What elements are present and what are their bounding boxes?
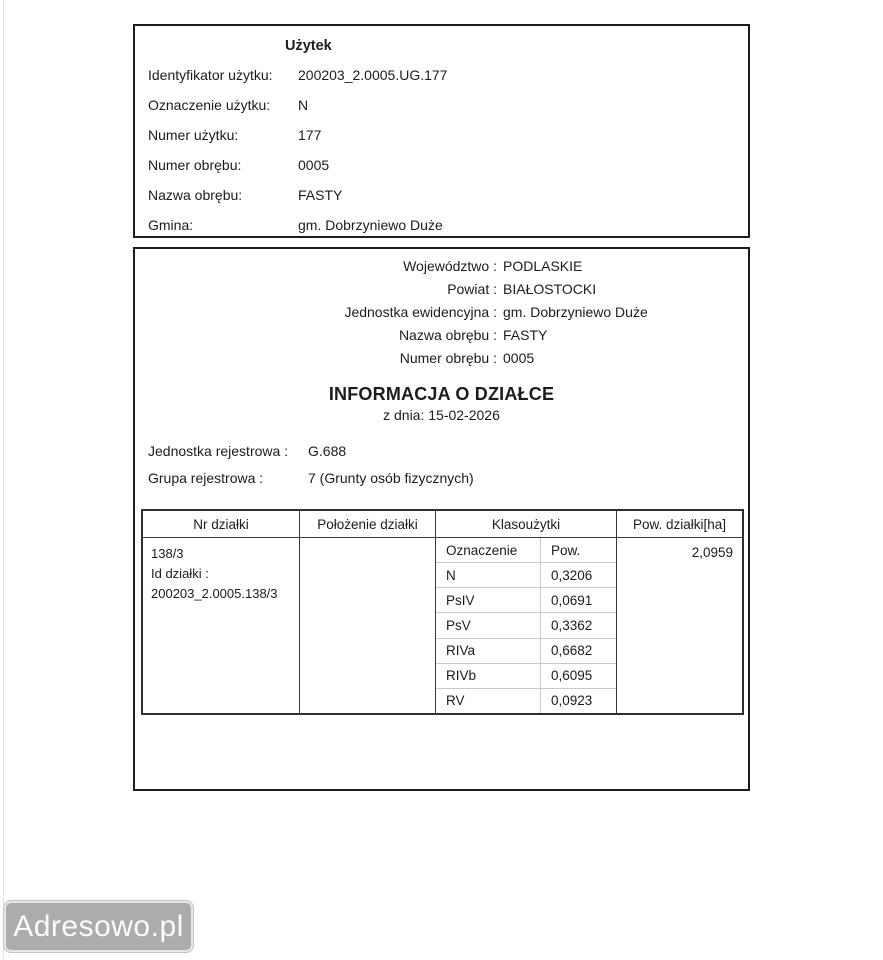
loc-label: Województwo : <box>403 257 497 274</box>
field-row-gmina <box>148 210 748 240</box>
field-row-nazwa-obrebu <box>148 180 748 210</box>
reg-value: G.688 <box>308 442 347 459</box>
reg-row-jednostka-rejestrowa <box>148 437 748 464</box>
document-date: z dnia: 15-02-2026 <box>383 407 500 423</box>
uzytek-field-list <box>148 60 748 240</box>
klaso-row-rv <box>436 689 616 713</box>
uzytek-box <box>133 24 750 238</box>
reg-value: 7 (Grunty osób fizycznych) <box>308 469 474 486</box>
page-left-edge <box>3 0 4 960</box>
field-row-oznaczenie <box>148 90 748 120</box>
parcel-table <box>141 509 744 715</box>
location-header <box>135 254 748 369</box>
field-value: 200203_2.0005.UG.177 <box>298 67 448 83</box>
cell-location <box>300 538 436 713</box>
klaso-area: 0,3206 <box>551 567 593 583</box>
field-row-numer-obrebu <box>148 150 748 180</box>
table-row <box>143 538 742 713</box>
klaso-subheader <box>436 538 616 563</box>
field-value: gm. Dobrzyniewo Duże <box>298 217 443 233</box>
field-label: Numer użytku: <box>148 127 239 143</box>
cell-parcel-number <box>143 538 300 713</box>
cell-total-area: 2,0959 <box>691 545 733 560</box>
field-label: Gmina: <box>148 217 194 233</box>
uzytek-title: Użytek <box>285 38 332 54</box>
parcel-id-label: Id działki : <box>151 566 209 581</box>
klaso-col-label: Oznaczenie <box>436 538 541 562</box>
field-label: Numer obrębu: <box>148 157 242 173</box>
reg-label: Jednostka rejestrowa : <box>148 442 289 459</box>
loc-value: gm. Dobrzyniewo Duże <box>503 303 648 320</box>
reg-label: Grupa rejestrowa : <box>148 469 264 486</box>
document-title: INFORMACJA O DZIAŁCE <box>328 384 555 404</box>
field-value: N <box>298 97 309 113</box>
klaso-class: RIVb <box>436 664 541 688</box>
field-value: FASTY <box>298 187 343 203</box>
loc-row-wojewodztwo <box>135 254 748 277</box>
klaso-class: PsV <box>436 613 541 637</box>
loc-row-numer-obrebu <box>135 346 748 369</box>
adresowo-watermark-badge[interactable]: Adresowo.pl <box>4 901 193 952</box>
klaso-row-psiv <box>436 588 616 613</box>
klaso-row-riva <box>436 639 616 664</box>
loc-label: Nazwa obrębu : <box>398 326 497 343</box>
registry-info <box>148 437 748 491</box>
klaso-class: RIVa <box>436 639 541 663</box>
loc-value: BIAŁOSTOCKI <box>503 280 597 297</box>
field-value: 177 <box>298 127 322 143</box>
loc-label: Numer obrębu : <box>399 349 497 366</box>
loc-row-jednostka <box>135 300 748 323</box>
reg-row-grupa-rejestrowa <box>148 464 748 491</box>
parcel-id: 200203_2.0005.138/3 <box>151 586 278 601</box>
klaso-class: N <box>436 563 541 587</box>
col-header-polozenie: Położenie działki <box>300 511 436 537</box>
field-value: 0005 <box>298 157 330 173</box>
klaso-row-rivb <box>436 664 616 689</box>
klasouzytki-subtable <box>436 538 616 713</box>
field-row-numer-uzytku <box>148 120 748 150</box>
field-label: Nazwa obrębu: <box>148 187 243 203</box>
klaso-class: PsIV <box>436 588 541 612</box>
klaso-area: 0,0691 <box>551 592 593 608</box>
klaso-area: 0,0923 <box>551 693 593 709</box>
field-label: Identyfikator użytku: <box>148 67 273 83</box>
loc-row-nazwa-obrebu <box>135 323 748 346</box>
klaso-area: 0,6095 <box>551 668 593 684</box>
loc-value: 0005 <box>503 349 535 366</box>
field-label: Oznaczenie użytku: <box>148 97 271 113</box>
parcel-info-box <box>133 247 750 791</box>
klaso-class: RV <box>436 689 541 713</box>
klaso-area: 0,3362 <box>551 617 593 633</box>
loc-row-powiat <box>135 277 748 300</box>
loc-label: Powiat : <box>447 280 497 297</box>
klaso-area: 0,6682 <box>551 643 593 659</box>
cell-klasouzytki <box>436 538 617 713</box>
loc-value: PODLASKIE <box>503 257 583 274</box>
parcel-table-header <box>143 511 742 538</box>
klaso-col-label: Pow. <box>551 542 581 558</box>
col-header-nr-dzialki: Nr działki <box>143 511 300 537</box>
col-header-klasouzytki: Klasoużytki <box>436 511 617 537</box>
loc-label: Jednostka ewidencyjna : <box>344 303 497 320</box>
loc-value: FASTY <box>503 326 548 343</box>
klaso-row-n <box>436 563 616 588</box>
parcel-number: 138/3 <box>151 546 184 561</box>
field-row-identyfikator <box>148 60 748 90</box>
klaso-row-psv <box>436 613 616 638</box>
col-header-pow-dzialki: Pow. działki[ha] <box>632 516 727 532</box>
